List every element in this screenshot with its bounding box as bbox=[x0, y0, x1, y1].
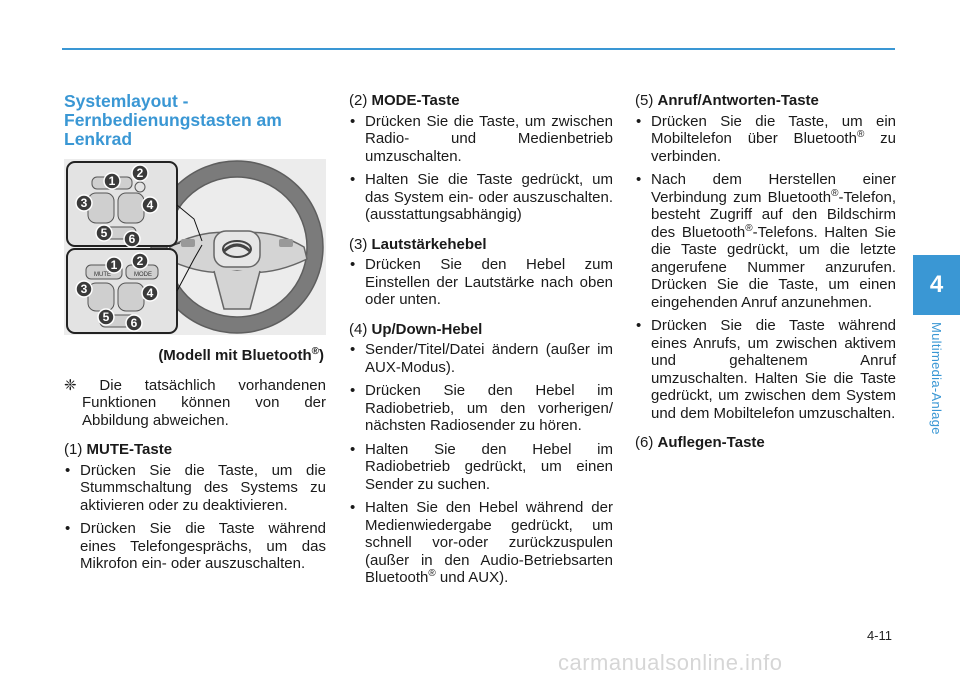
steering-wheel-illustration bbox=[64, 159, 326, 335]
section-title-line-3: Lenkrad bbox=[64, 129, 133, 149]
callout-2-top: 2 bbox=[136, 166, 144, 180]
mute-label: MUTE bbox=[94, 272, 111, 278]
item-1-list bbox=[64, 462, 326, 573]
callout-4-bottom: 4 bbox=[146, 286, 154, 300]
list-item: • Drücken Sie die Taste während eines Telefongesprächs, um das Mikrofon ein- oder auszuschalten. bbox=[64, 520, 326, 573]
callout-1-top: 1 bbox=[108, 174, 116, 188]
callout-6-bottom: 6 bbox=[130, 316, 138, 330]
callout-5-bottom: 5 bbox=[102, 310, 110, 324]
callout-5-top: 5 bbox=[100, 226, 108, 240]
column-1 bbox=[64, 92, 326, 579]
callout-6-top: 6 bbox=[128, 232, 136, 246]
page-number: 4-11 bbox=[866, 628, 892, 643]
column-3 bbox=[635, 92, 896, 455]
list-item: • Sender/Titel/Datei ändern (außer im AUX-Modus). bbox=[349, 341, 613, 376]
note-text: Die tatsächlich vorhandenen Funktionen können von der Abbildung abweichen. bbox=[82, 376, 326, 429]
item-4-list bbox=[349, 341, 613, 587]
list-item: • Halten Sie die Taste gedrückt, um das System ein- oder auszuschalten. (ausstattungsabhängig) bbox=[349, 171, 613, 224]
list-item: • Halten Sie den Hebel während der Medienwiedergabe gedrückt, um schnell vor-oder zurückzuspulen (außer in den Audio-Betriebsarten Bluetooth® und AUX). bbox=[349, 499, 613, 587]
mode-label: MODE bbox=[134, 272, 152, 278]
item-2-heading: (2) MODE-Taste bbox=[349, 92, 460, 109]
list-item: • Drücken Sie den Hebel im Radiobetrieb, um den vorherigen/ nächsten Radiosender zu hören. bbox=[349, 382, 613, 435]
list-item: • Drücken Sie die Taste, um zwischen Radio- und Medienbetrieb umzuschalten. bbox=[349, 113, 613, 166]
section-title-line-2: Fernbedienungstasten am bbox=[64, 110, 282, 130]
figure-caption: (Modell mit Bluetooth®) bbox=[158, 346, 324, 364]
watermark: carmanualsonline.info bbox=[558, 650, 783, 675]
note bbox=[64, 377, 326, 430]
header-rule bbox=[62, 48, 895, 50]
note-symbol: ❈ bbox=[64, 376, 77, 394]
callout-2-bottom: 2 bbox=[136, 254, 144, 268]
item-2-list bbox=[349, 113, 613, 224]
item-1-heading: (1) MUTE-Taste bbox=[64, 441, 173, 458]
callout-3-top: 3 bbox=[80, 196, 88, 210]
item-6-heading: (6) Auflegen-Taste bbox=[635, 434, 765, 451]
list-item: • Nach dem Herstellen einer Verbindung zum Bluetooth®-Telefon, besteht Zugriff auf den Bildschirm des Bluetooth®-Telefons. Halten Sie die Taste gedrückt, um die letzte angerufene Nummer anzurufen. Drücken Sie die Taste, um einen eingehenden Anruf anzunehmen. bbox=[635, 171, 896, 311]
callout-3-bottom: 3 bbox=[80, 282, 88, 296]
list-item: • Drücken Sie die Taste, um die Stummschaltung des Systems zu aktivieren oder zu deaktivieren. bbox=[64, 462, 326, 515]
item-3-heading: (3) Lautstärkehebel bbox=[349, 235, 487, 253]
item-5-list bbox=[635, 113, 896, 423]
steering-wheel-figure bbox=[64, 159, 326, 335]
item-5-heading: (5) Anruf/Antworten-Taste bbox=[635, 92, 819, 109]
list-item: • Halten Sie den Hebel im Radiobetrieb gedrückt, um einen Sender zu suchen. bbox=[349, 441, 613, 494]
column-2 bbox=[349, 92, 613, 593]
item-3-list bbox=[349, 256, 613, 309]
item-4-heading: (4) Up/Down-Hebel bbox=[349, 320, 483, 338]
chapter-label: Multimedia-Anlage bbox=[929, 322, 944, 435]
list-item: • Drücken Sie die Taste, um ein Mobiltelefon über Bluetooth® zu verbinden. bbox=[635, 113, 896, 166]
chapter-tab: 4 bbox=[913, 255, 960, 315]
callout-1-bottom: 1 bbox=[110, 258, 118, 272]
list-item: • Drücken Sie den Hebel zum Einstellen der Lautstärke nach oben oder unten. bbox=[349, 256, 613, 309]
list-item: • Drücken Sie die Taste während eines Anrufs, um zwischen aktivem und gehaltenem Anruf umzuschalten. Halten Sie die Taste gedrückt, um zwischen dem System und dem Mobiltelefon umzuschalten. bbox=[635, 317, 896, 422]
callout-4-top: 4 bbox=[146, 198, 154, 212]
section-title bbox=[64, 92, 326, 149]
section-title-line-1: Systemlayout - bbox=[64, 91, 189, 111]
